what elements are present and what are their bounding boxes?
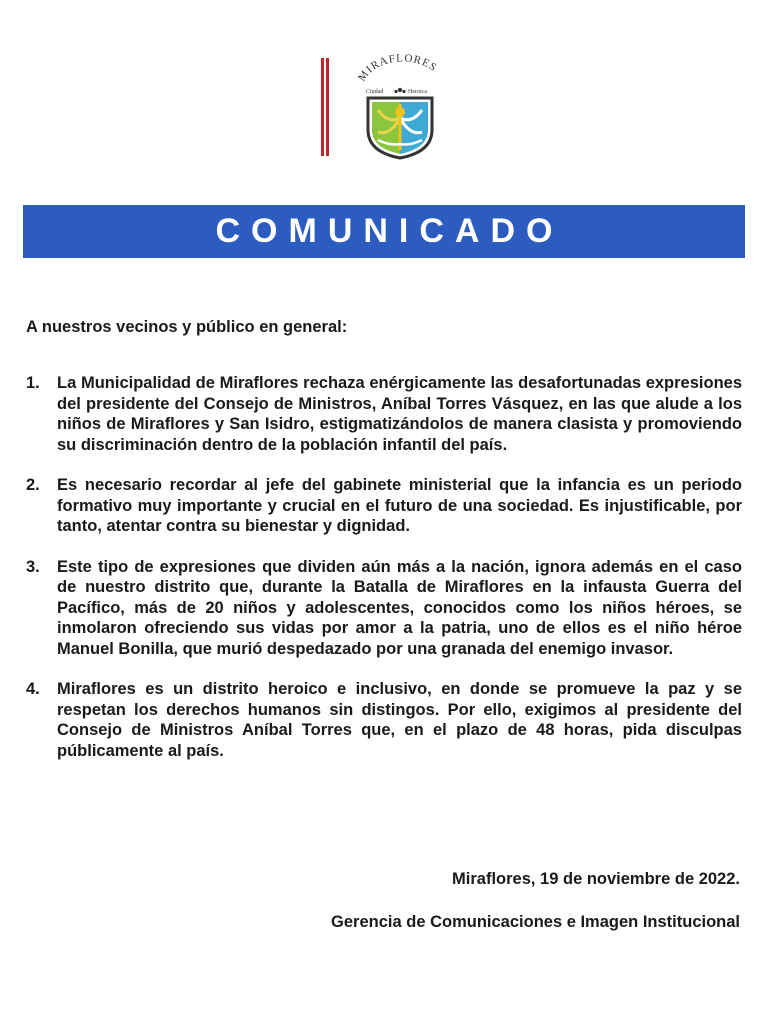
miraflores-logo bbox=[318, 52, 448, 160]
signature-line: Gerencia de Comunicaciones e Imagen Institucional bbox=[331, 913, 740, 931]
logo-motto-right: Heroica bbox=[408, 89, 427, 95]
point-item bbox=[26, 679, 742, 761]
point-number: 1. bbox=[26, 374, 40, 392]
point-number: 2. bbox=[26, 476, 40, 494]
miraflores-shield-icon bbox=[348, 52, 448, 160]
date-line: Miraflores, 19 de noviembre de 2022. bbox=[452, 870, 740, 888]
logo-name: MIRAFLORES bbox=[355, 52, 440, 84]
red-bar-right bbox=[326, 58, 329, 156]
greeting: A nuestros vecinos y público en general: bbox=[26, 318, 348, 336]
point-item bbox=[26, 557, 742, 660]
point-text: Miraflores es un distrito heroico e inclusivo, en donde se promueve la paz y se respetan los derechos humanos sin distingos. Por ello, exigimos al presidente del Consejo de Ministros Aníbal Torres que, en el plazo de 48 horas, pida disculpas públicamente al país. bbox=[57, 680, 742, 760]
logo-motto-left: Ciudad bbox=[366, 89, 384, 95]
title-banner bbox=[23, 205, 745, 258]
point-text: Este tipo de expresiones que dividen aún más a la nación, ignora además en el caso de nuestro distrito que, durante la Batalla de Miraflores en la infausta Guerra del Pacífico, más de 20 niños y adolescentes, conocidos como los niños héroes, se inmolaron ofreciendo sus vidas por amor a la patria, uno de ellos es el niño héroe Manuel Bonilla, que murió despedazado por una granada del enemigo invasor. bbox=[57, 557, 742, 658]
point-text: Es necesario recordar al jefe del gabinete ministerial que la infancia es un periodo formativo muy importante y crucial en el futuro de una sociedad. Es injustificable, por tanto, atentar contra su bienestar y dignidad. bbox=[57, 476, 742, 535]
point-text: La Municipalidad de Miraflores rechaza enérgicamente las desafortunadas expresiones del presidente del Consejo de Ministros, Aníbal Torres Vásquez, en las que alude a los niños de Miraflores y San Isidro, estigmatizándolos de manera clasista y promoviendo su discriminación dentro de la población infantil del país. bbox=[57, 374, 742, 454]
point-number: 4. bbox=[26, 680, 40, 698]
point-item bbox=[26, 475, 742, 537]
numbered-points bbox=[26, 373, 742, 781]
svg-text:MIRAFLORES bbox=[356, 52, 439, 83]
red-bar-left bbox=[321, 58, 324, 156]
banner-title: COMUNICADO bbox=[215, 212, 564, 250]
point-number: 3. bbox=[26, 557, 40, 576]
point-item bbox=[26, 373, 742, 455]
flag-bars bbox=[321, 58, 331, 156]
